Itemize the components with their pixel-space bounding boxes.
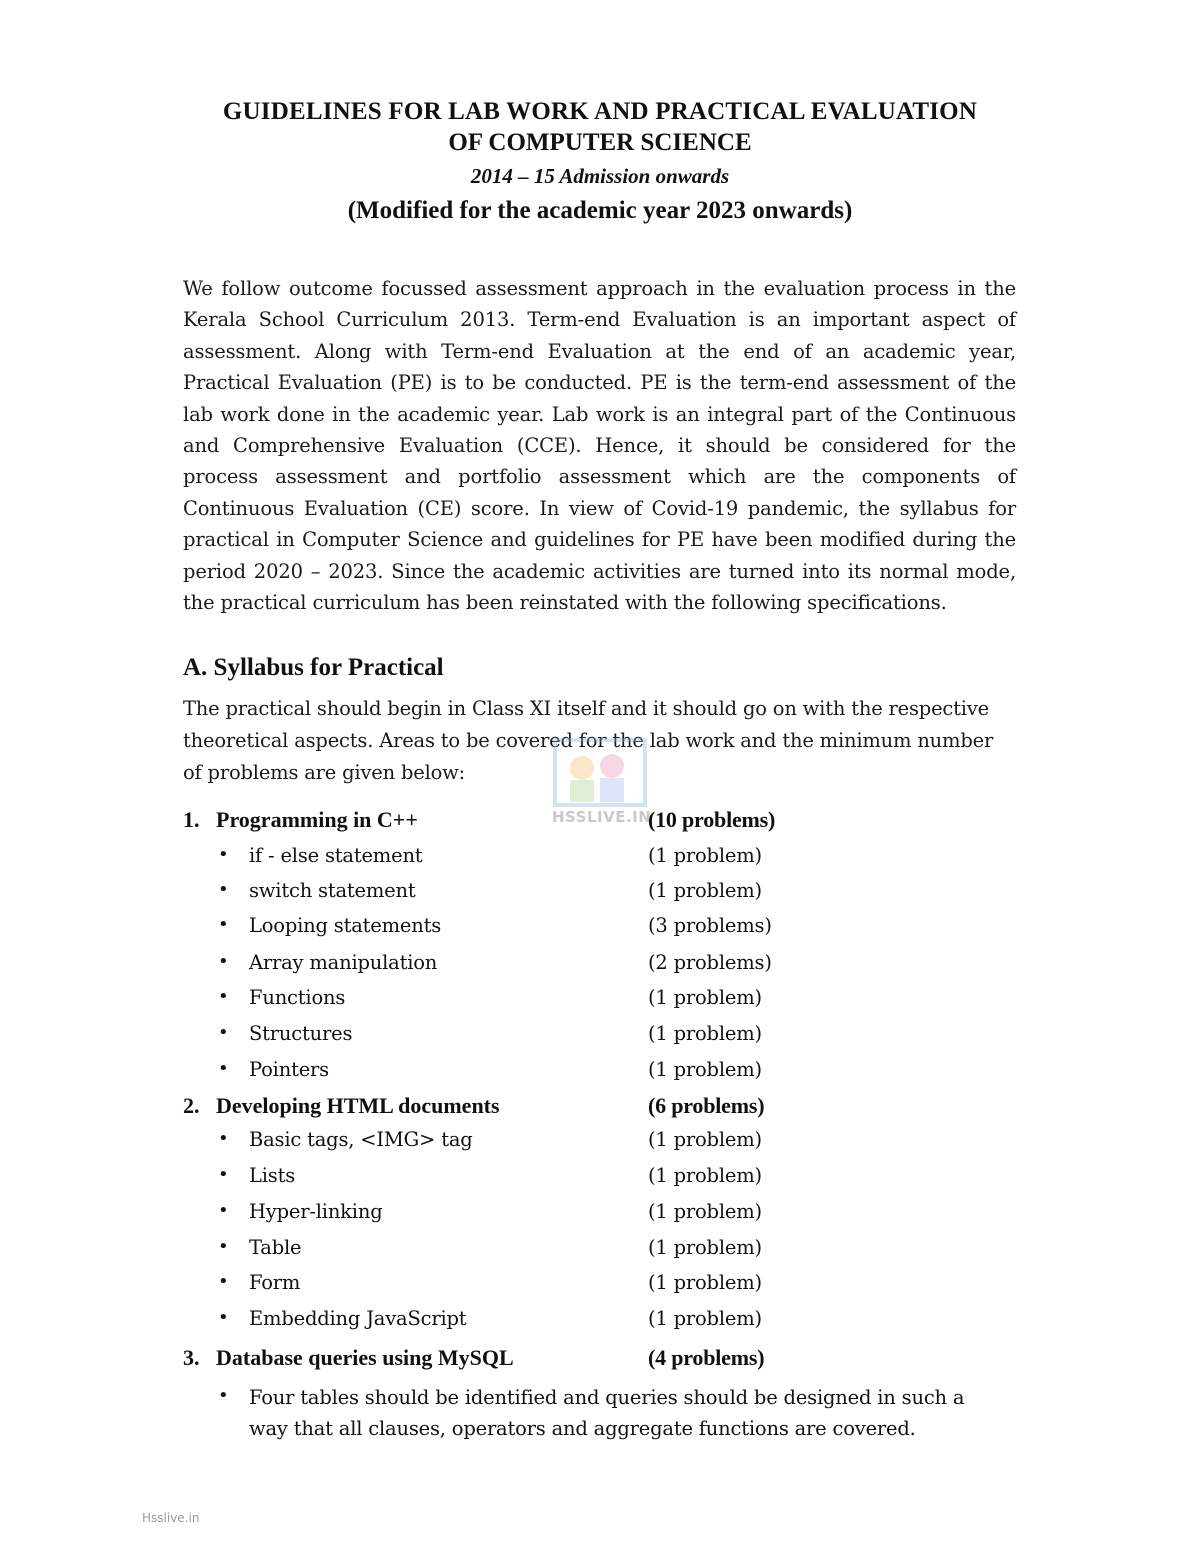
item-label: Table xyxy=(249,1236,302,1259)
item-count: (1 problem) xyxy=(648,1022,762,1045)
list-item xyxy=(183,1022,983,1056)
bullet-icon: • xyxy=(218,1164,229,1185)
list-item xyxy=(183,986,983,1020)
bullet-icon: • xyxy=(218,1236,229,1257)
item-label: Structures xyxy=(249,1022,353,1045)
watermark-text: HSSLIVE.IN xyxy=(552,808,652,826)
list-item xyxy=(183,844,983,878)
item-count: (1 problem) xyxy=(648,844,762,867)
item-label: Array manipulation xyxy=(249,951,438,974)
bullet-icon: • xyxy=(218,1022,229,1043)
area-heading xyxy=(183,1093,983,1127)
bullet-icon: • xyxy=(218,1058,229,1079)
database-note: Four tables should be identified and queries should be designed in such a way that all clauses, operators and aggregate functions are covered. xyxy=(249,1386,965,1440)
footer-source: Hsslive.in xyxy=(142,1511,200,1525)
bullet-icon: • xyxy=(218,1200,229,1221)
item-label: switch statement xyxy=(249,879,416,902)
item-count: (1 problem) xyxy=(648,1236,762,1259)
area-count: (6 problems) xyxy=(648,1093,765,1118)
section-a-heading: A. Syllabus for Practical xyxy=(183,654,444,681)
item-count: (1 problem) xyxy=(648,986,762,1009)
area-heading xyxy=(183,807,983,841)
list-item xyxy=(183,1058,983,1092)
area-number: 3. xyxy=(183,1345,200,1370)
item-count: (3 problems) xyxy=(648,914,772,937)
item-count: (1 problem) xyxy=(648,1307,762,1330)
area-count: (4 problems) xyxy=(648,1345,765,1370)
bullet-icon: • xyxy=(218,1307,229,1328)
item-count: (1 problem) xyxy=(648,1271,762,1294)
area-number: 2. xyxy=(183,1093,200,1118)
section-a-paragraph: The practical should begin in Class XI itself and it should go on with the respective theoretical aspects. Areas to be covered for the lab work and the minimum number of problems are given below: xyxy=(183,697,994,784)
item-label: Form xyxy=(249,1271,301,1294)
list-item xyxy=(183,1307,983,1341)
item-label: Functions xyxy=(249,986,346,1009)
area-heading xyxy=(183,1345,983,1379)
item-count: (1 problem) xyxy=(648,1058,762,1081)
item-label: Basic tags, <IMG> tag xyxy=(249,1128,473,1151)
item-count: (1 problem) xyxy=(648,1128,762,1151)
area-number: 1. xyxy=(183,807,200,832)
document-subtitle: 2014 – 15 Admission onwards xyxy=(470,164,730,188)
list-item xyxy=(183,1128,983,1162)
list-item xyxy=(183,1236,983,1270)
document-title-line1: GUIDELINES FOR LAB WORK AND PRACTICAL EVALUATION xyxy=(222,98,978,125)
item-label: if - else statement xyxy=(249,844,423,867)
bullet-icon: • xyxy=(218,1385,229,1406)
item-count: (1 problem) xyxy=(648,1164,762,1187)
area-title: Programming in C++ xyxy=(216,807,418,832)
area-count: (10 problems) xyxy=(648,807,776,832)
bullet-icon: • xyxy=(218,986,229,1007)
list-item xyxy=(183,879,983,913)
bullet-icon: • xyxy=(218,914,229,935)
item-count: (1 problem) xyxy=(648,879,762,902)
item-count: (1 problem) xyxy=(648,1200,762,1223)
bullet-icon: • xyxy=(218,879,229,900)
area-title: Database queries using MySQL xyxy=(216,1345,514,1370)
modified-note: (Modified for the academic year 2023 onwards) xyxy=(347,197,853,224)
bullet-icon: • xyxy=(218,951,229,972)
document-title-line2: OF COMPUTER SCIENCE xyxy=(448,129,752,156)
item-label: Looping statements xyxy=(249,914,442,937)
item-label: Hyper-linking xyxy=(249,1200,383,1223)
bullet-icon: • xyxy=(218,1128,229,1149)
list-item xyxy=(183,951,983,985)
area-title: Developing HTML documents xyxy=(216,1093,500,1118)
item-label: Pointers xyxy=(249,1058,329,1081)
bullet-icon: • xyxy=(218,844,229,865)
list-item xyxy=(183,914,983,948)
item-label: Embedding JavaScript xyxy=(249,1307,467,1330)
list-item xyxy=(183,1164,983,1198)
item-label: Lists xyxy=(249,1164,296,1187)
intro-paragraph: We follow outcome focussed assessment approach in the evaluation process in the Kerala School Curriculum 2013. Term-end Evaluation is an important aspect of assessment. Along with Term-end Evaluation at the end of an academic year, Practical Evaluation (PE) is to be conducted. PE is the term-end assessment of the lab work done in the academic year. Lab work is an integral part of the Continuous and Comprehensive Evaluation (CCE). Hence, it should be considered for the process assessment and portfolio assessment which are the components of Continuous Evaluation (CE) score. In view of Covid-19 pandemic, the syllabus for practical in Computer Science and guidelines for PE have been modified during the period 2020 – 2023. Since the academic activities are turned into its normal mode, the practical curriculum has been reinstated with the following specifications. xyxy=(183,277,1016,615)
list-item xyxy=(183,1200,983,1234)
item-count: (2 problems) xyxy=(648,951,772,974)
bullet-icon: • xyxy=(218,1271,229,1292)
list-item xyxy=(183,1271,983,1305)
